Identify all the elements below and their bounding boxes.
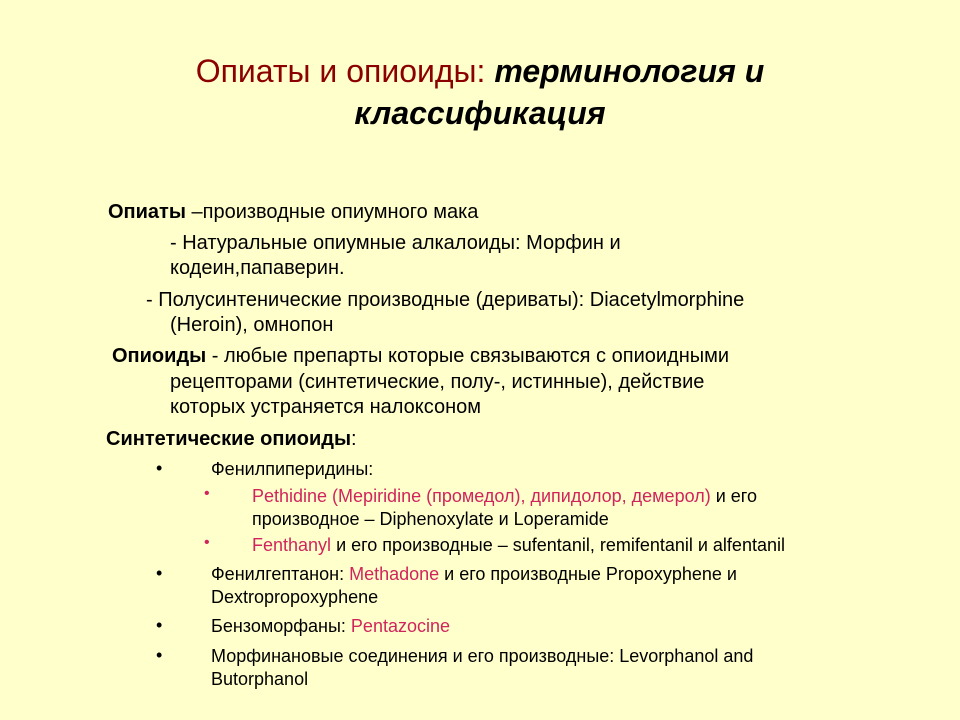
pethidine-highlight: Pethidine (Mepiridine (промедол), дипидолор, демерол) [252, 486, 711, 506]
fenthanyl-rest: и его производные – sufentanil, remifentanil и alfentanil [331, 535, 785, 555]
phenylpiperidines-label: Фенилпиперидины: [211, 459, 374, 479]
title-part-terminology: терминология и [494, 53, 765, 89]
pethidine-line-1 [252, 485, 757, 507]
morphinans-line-1: Морфинановые соединения и его производные: Levorphanol and [211, 646, 754, 666]
bullet-dot: • [156, 458, 163, 478]
title-part-classification: классификация [354, 95, 606, 131]
bullet-dot: • [156, 563, 163, 583]
phenylheptanone-line-2: Dextropropoxyphene [211, 587, 379, 607]
opioids-definition-line-3: которых устраняется налоксоном [170, 396, 482, 418]
opiates-natural-line-2: кодеин,папаверин. [170, 257, 345, 279]
opiates-semi-line-2: (Heroin), омнопон [170, 314, 334, 336]
fenthanyl-highlight: Fenthanyl [252, 535, 332, 555]
phenylheptanone-line-1 [211, 563, 737, 585]
pethidine-line-2: производное – Diphenoxylate и Loperamide [252, 509, 609, 529]
phenylheptanone-label: Фенилгептанон: [211, 564, 350, 584]
morphinans-line-2: Butorphanol [211, 669, 309, 689]
pentazocine-highlight: Pentazocine [350, 616, 450, 636]
sub-bullet-dot: • [204, 534, 210, 551]
sub-bullet-dot: • [204, 485, 210, 502]
opioids-definition-line-1 [112, 344, 729, 368]
fenthanyl-line [252, 534, 785, 556]
title-line-2 [0, 92, 960, 134]
opiates-definition-text: –производные опиумного мака [185, 201, 479, 223]
bullet-dot: • [156, 615, 163, 635]
synthetic-heading [106, 427, 357, 451]
opiates-natural-line-1: - Натуральные опиумные алкалоиды: Морфин и [170, 232, 621, 254]
pethidine-rest: и его [710, 486, 757, 506]
phenylheptanone-rest: и его производные Propoxyphene и [439, 564, 737, 584]
synthetic-heading-text: Синтетические опиоиды [106, 428, 352, 450]
benzomorphans-label: Бензоморфаны: [211, 616, 351, 636]
methadone-highlight: Methadone [349, 564, 440, 584]
title-line-1 [0, 50, 960, 92]
opioids-term: Опиоиды [112, 345, 207, 367]
opiates-definition [108, 200, 478, 224]
bullet-dot: • [156, 645, 163, 665]
title-part-opiates: Опиаты и опиоиды: [195, 53, 495, 89]
synthetic-heading-colon: : [351, 428, 357, 450]
benzomorphans-line [211, 615, 450, 637]
slide-title [0, 50, 960, 134]
opioids-definition-line-2: рецепторами (синтетические, полу-, истинные), действие [170, 371, 705, 393]
opioids-definition-text: - любые препарты которые связываются с опиоидными [206, 345, 730, 367]
opiates-term: Опиаты [108, 201, 186, 223]
opiates-semi-line-1: - Полусинтенические производные (дериваты): Diacetylmorphine [146, 289, 745, 311]
